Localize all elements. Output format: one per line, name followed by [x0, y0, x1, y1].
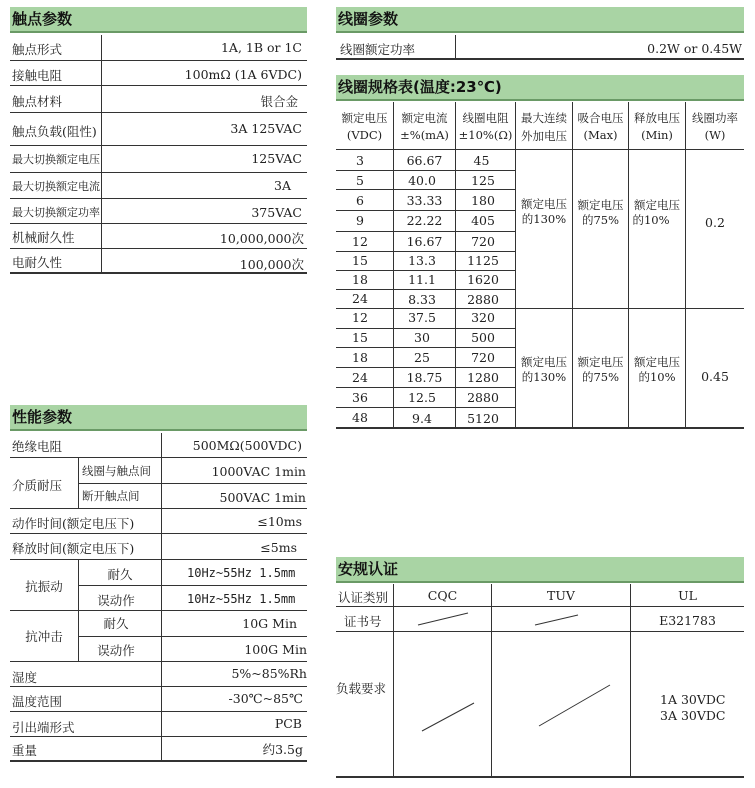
spec-col-release-h1: 释放电压 — [634, 111, 680, 125]
spec-g2-current: 18.75 — [406, 370, 443, 385]
perf-shock-sub1-value: 10G Min — [242, 616, 297, 631]
coil-power-label: 线圈额定功率 — [340, 42, 416, 57]
spec-g2-resistance: 720 — [471, 350, 495, 365]
spec-g1-voltage: 3 — [356, 153, 364, 168]
perf-vibration-sub1-value: 10Hz~55Hz 1.5mm — [187, 566, 296, 580]
spec-g1-maxv-1: 额定电压 — [521, 197, 567, 211]
spec-g1-pickup-2: 的75% — [581, 213, 620, 227]
contact-row-elec-label: 电耐久性 — [12, 255, 63, 270]
perf-operate-label: 动作时间(额定电压下) — [12, 516, 135, 531]
spec-g2-maxv-1: 额定电压 — [521, 355, 567, 369]
cert-load-label: 负载要求 — [336, 681, 387, 696]
spec-col-current-h2: ±%(mA) — [400, 128, 449, 142]
spec-g2-current: 12.5 — [408, 390, 436, 405]
cert-ul-load-2: 3A 30VDC — [660, 708, 726, 723]
spec-g1-voltage: 12 — [352, 234, 368, 249]
spec-g1-maxv-2: 的130% — [521, 212, 567, 226]
contact-row-resistance-label: 接触电阻 — [12, 68, 63, 83]
spec-g1-current: 11.1 — [408, 272, 436, 287]
cert-col-cqc: CQC — [427, 588, 458, 603]
contact-row-form-value: 1A, 1B or 1C — [220, 40, 302, 55]
perf-operate-value: ≤10ms — [257, 514, 302, 529]
perf-weight-value: 约3.5g — [262, 742, 303, 757]
cert-tuv-load-na — [539, 685, 610, 726]
spec-g2-voltage: 15 — [352, 330, 368, 345]
perf-dielectric-sub2-label: 断开触点间 — [82, 489, 140, 503]
cert-cqc-load-na — [422, 703, 474, 731]
spec-g2-resistance: 5120 — [467, 411, 499, 426]
perf-dielectric-sub1-value: 1000VAC 1min — [211, 464, 306, 479]
spec-col-current-h1: 额定电流 — [401, 111, 448, 125]
spec-g2-resistance: 320 — [471, 310, 495, 325]
contact-row-form-label: 触点形式 — [12, 42, 63, 57]
contact-row-load-value: 3A 125VAC — [230, 121, 302, 136]
spec-title: 线圈规格表(温度:23℃) — [338, 78, 502, 96]
spec-g2-voltage: 36 — [352, 390, 368, 405]
spec-g2-power: 0.45 — [701, 369, 729, 384]
perf-dielectric-sub2-value: 500VAC 1min — [219, 490, 306, 505]
spec-g1-resistance: 1620 — [467, 272, 499, 287]
spec-g1-power: 0.2 — [705, 215, 725, 230]
contact-row-max-power-value: 375VAC — [251, 205, 302, 220]
spec-g1-resistance: 125 — [471, 173, 495, 188]
perf-shock-sub2-label: 误动作 — [97, 643, 135, 658]
perf-insulation-label: 绝缘电阻 — [12, 439, 63, 454]
spec-g2-maxv-2: 的130% — [521, 370, 567, 384]
perf-dielectric-sub1-label: 线圈与触点间 — [82, 464, 151, 478]
spec-col-maxv-h2: 外加电压 — [521, 129, 567, 143]
spec-g1-pickup-1: 额定电压 — [577, 198, 624, 212]
contact-row-resistance-value: 100mΩ (1A 6VDC) — [184, 67, 302, 82]
spec-g1-current: 66.67 — [406, 153, 443, 168]
spec-g1-resistance: 405 — [471, 213, 495, 228]
perf-temperature-value: -30℃~85℃ — [228, 691, 303, 706]
contact-row-max-current-label: 最大切换额定电流 — [12, 180, 100, 193]
spec-g2-voltage: 12 — [352, 310, 368, 325]
perf-shock-label: 抗冲击 — [25, 629, 63, 644]
spec-g1-voltage: 24 — [352, 291, 368, 306]
spec-g1-current: 13.3 — [408, 253, 436, 268]
perf-dielectric-label: 介质耐压 — [12, 478, 63, 493]
spec-g1-resistance: 180 — [471, 193, 495, 208]
perf-vibration-sub2-label: 误动作 — [97, 593, 135, 608]
perf-shock-sub1-label: 耐久 — [103, 616, 129, 631]
contact-row-material-value: 银合金 — [260, 94, 298, 109]
spec-col-maxv-h1: 最大连续 — [521, 111, 567, 125]
cert-title: 安规认证 — [338, 560, 399, 578]
spec-g2-pickup-2: 的75% — [581, 370, 620, 384]
perf-humidity-value: 5%~85%Rh — [231, 666, 307, 681]
cert-number-label: 证书号 — [344, 614, 382, 629]
spec-g2-resistance: 1280 — [467, 370, 499, 385]
contact-row-material-label: 触点材料 — [12, 94, 63, 109]
spec-g2-current: 30 — [414, 330, 430, 345]
perf-title: 性能参数 — [12, 408, 73, 426]
spec-g2-voltage: 24 — [352, 370, 368, 385]
contact-title: 触点参数 — [12, 10, 73, 28]
spec-g1-resistance: 2880 — [467, 292, 499, 307]
perf-terminal-label: 引出端形式 — [12, 720, 75, 735]
contact-row-elec-value: 100,000次 — [239, 257, 304, 272]
cert-col-tuv: TUV — [547, 588, 575, 603]
spec-g1-current: 33.33 — [406, 193, 443, 208]
spec-g1-current: 40.0 — [408, 173, 436, 188]
spec-col-voltage-h1: 额定电压 — [341, 111, 388, 125]
spec-col-pickup-h2: (Max) — [583, 128, 618, 142]
spec-col-voltage-h2: (VDC) — [346, 128, 383, 142]
spec-g2-current: 9.4 — [412, 411, 432, 426]
spec-col-power-h2: (W) — [704, 128, 726, 142]
spec-g1-current: 22.22 — [406, 213, 443, 228]
coil-title: 线圈参数 — [338, 10, 399, 28]
perf-vibration-sub2-value: 10Hz~55Hz 1.5mm — [187, 592, 296, 606]
contact-row-max-current-value: 3A — [274, 178, 291, 193]
perf-humidity-label: 湿度 — [12, 670, 38, 685]
coil-power-value: 0.2W or 0.45W — [647, 41, 742, 56]
contact-row-max-voltage-value: 125VAC — [251, 151, 302, 166]
spec-g2-release-1: 额定电压 — [634, 355, 680, 369]
spec-g2-pickup-1: 额定电压 — [577, 355, 624, 369]
perf-vibration-label: 抗振动 — [25, 579, 63, 594]
cert-ul-number: E321783 — [659, 613, 716, 628]
cert-category-label: 认证类别 — [338, 590, 389, 605]
spec-g1-voltage: 5 — [356, 173, 364, 188]
cert-cqc-number-na — [418, 613, 468, 625]
contact-row-load-label: 触点负载(阻性) — [12, 124, 97, 139]
perf-weight-label: 重量 — [12, 743, 38, 758]
spec-g1-resistance: 45 — [473, 153, 490, 168]
spec-col-release-h2: (Min) — [641, 128, 673, 142]
perf-terminal-value: PCB — [274, 716, 302, 731]
cert-ul-load-1: 1A 30VDC — [660, 692, 726, 707]
cert-col-ul: UL — [678, 588, 697, 603]
spec-g1-current: 8.33 — [408, 292, 436, 307]
contact-row-mech-label: 机械耐久性 — [12, 230, 75, 245]
spec-col-resistance-h1: 线圈电阻 — [462, 111, 509, 125]
spec-g1-voltage: 18 — [352, 272, 368, 287]
spec-g2-current: 25 — [414, 350, 430, 365]
spec-col-resistance-h2: ±10%(Ω) — [458, 128, 513, 142]
spec-g1-release-2: 的10% — [632, 213, 670, 227]
perf-shock-sub2-value: 100G Min — [244, 642, 307, 657]
contact-row-mech-value: 10,000,000次 — [219, 231, 304, 246]
cert-tuv-number-na — [535, 615, 578, 625]
spec-col-pickup-h1: 吸合电压 — [577, 111, 624, 125]
spec-g2-voltage: 48 — [352, 410, 368, 425]
spec-g2-current: 37.5 — [408, 310, 436, 325]
perf-insulation-value: 500MΩ(500VDC) — [192, 438, 302, 453]
contact-row-max-voltage-label: 最大切换额定电压 — [12, 153, 100, 166]
spec-g1-release-1: 额定电压 — [634, 198, 680, 212]
spec-g2-release-2: 的10% — [638, 370, 676, 384]
spec-g1-voltage: 6 — [356, 193, 364, 208]
spec-g1-current: 16.67 — [406, 234, 443, 249]
perf-temperature-label: 温度范围 — [12, 694, 63, 709]
spec-col-power-h1: 线圈功率 — [692, 111, 738, 125]
spec-g1-voltage: 9 — [356, 213, 364, 228]
contact-row-max-power-label: 最大切换额定功率 — [12, 206, 100, 219]
perf-release-value: ≤5ms — [260, 540, 297, 555]
perf-release-label: 释放时间(额定电压下) — [12, 541, 135, 556]
spec-g1-voltage: 15 — [352, 253, 368, 268]
spec-g2-resistance: 2880 — [467, 390, 499, 405]
spec-g1-resistance: 720 — [471, 234, 495, 249]
spec-g2-resistance: 500 — [471, 330, 495, 345]
spec-g2-voltage: 18 — [352, 350, 368, 365]
spec-g1-resistance: 1125 — [467, 253, 499, 268]
perf-vibration-sub1-label: 耐久 — [107, 567, 133, 582]
